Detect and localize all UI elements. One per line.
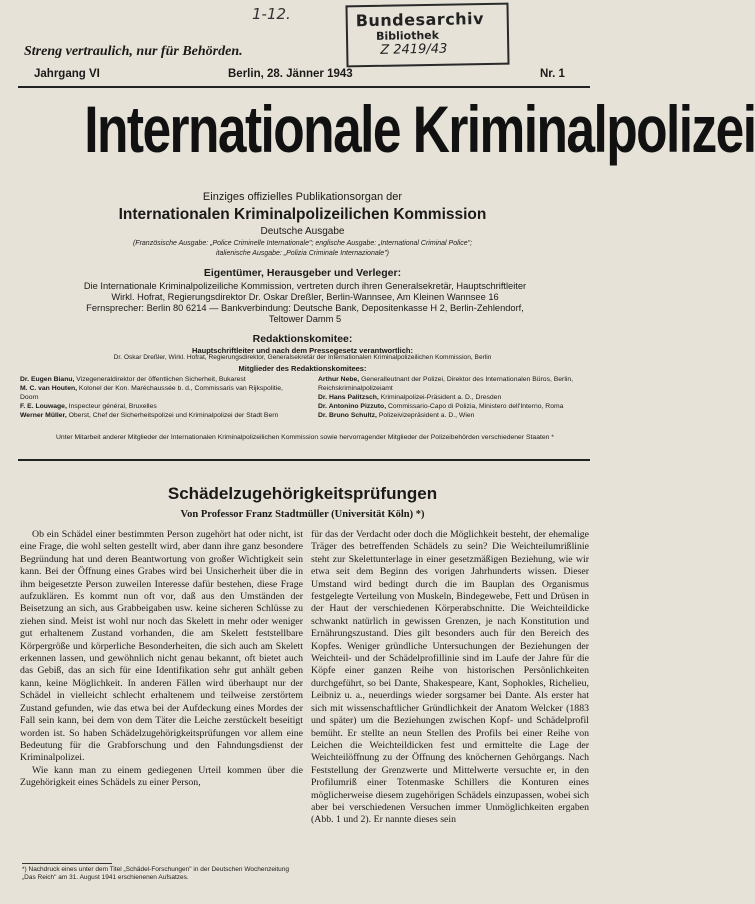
- subtitle-other-editions-1: (Französische Ausgabe: „Police Criminelle Internationale"; englische Ausgabe: „International Criminal Police";: [132, 240, 473, 247]
- owner-heading: Eigentümer, Herausgeber und Verleger:: [203, 267, 402, 279]
- masthead-rule: [18, 86, 590, 88]
- members-right-column: [318, 376, 596, 421]
- member-entry: [318, 394, 596, 403]
- article-left-column: [20, 529, 303, 790]
- member-entry: [318, 412, 596, 421]
- handwritten-note: 1-12.: [252, 5, 291, 23]
- paragraph: Wie kann man zu einem gediegenen Urteil kommen über die Zugehörigkeit eines Schädels zu einer Person,: [20, 764, 303, 789]
- members-left-column: [20, 376, 290, 421]
- subtitle-edition: Deutsche Ausgabe: [260, 226, 345, 237]
- member-name: M. C. van Houten,: [20, 385, 78, 392]
- member-name: Werner Müller,: [20, 411, 67, 419]
- member-name: Dr. Hans Palitzsch,: [318, 393, 379, 401]
- member-entry: [318, 403, 596, 412]
- member-entry: [20, 412, 290, 421]
- members-heading: Mitglieder des Redaktionskomitees:: [238, 364, 367, 373]
- subtitle-commission: Internationalen Kriminalpolizeilichen Kommission: [118, 206, 487, 223]
- footnote-rule: [22, 863, 112, 864]
- member-name: Dr. Bruno Schultz,: [318, 411, 377, 419]
- article-right-column: [311, 529, 589, 827]
- member-role: Vizegeneraldirektor der öffentlichen Sicherheit, Bukarest: [76, 376, 246, 383]
- archive-stamp: [345, 3, 509, 68]
- journal-title: Internationale Kriminalpolizei: [84, 92, 755, 166]
- subtitle-line-1: Einziges offizielles Publikationsorgan der: [202, 191, 403, 203]
- confidential-notice: Streng vertraulich, nur für Behörden.: [24, 44, 243, 59]
- member-entry: [318, 376, 596, 393]
- volume-label: Jahrgang VI: [34, 68, 100, 80]
- stamp-line-1: Bundesarchiv: [355, 9, 485, 31]
- article-author: Von Professor Franz Stadtmüller (Universität Köln) *): [180, 509, 425, 520]
- member-role: Inspecteur général, Bruxelles: [68, 402, 157, 410]
- issue-number: Nr. 1: [540, 68, 565, 80]
- member-role: Kriminalpolizei-Präsident a. D., Dresden: [380, 393, 502, 401]
- member-role: Kolonel der Kon. Maréchaussée b. d., Commissaris van Rijkspolitie, Doorn: [20, 385, 283, 401]
- stamp-line-3: Z 2419/43: [380, 41, 448, 58]
- responsible-editor: Dr. Oskar Dreßler, Wirkl. Hofrat, Regierungsdirektor, Generalsekretär der Internationalen Kriminalpolizeilichen Kommission, Berlin: [113, 354, 492, 361]
- member-role: Generalleutnant der Polizei, Direktor des Internationalen Büros, Berlin, Reichskriminalpolizeiamt: [318, 376, 574, 392]
- member-name: Arthur Nebe,: [318, 376, 360, 383]
- owner-line-2: Wirkl. Hofrat, Regierungsdirektor Dr. Oskar Dreßler, Berlin-Wannsee, Am Kleinen Wannsee 16: [111, 292, 499, 302]
- collaboration-note: Unter Mitarbeit anderer Mitglieder der Internationalen Kriminalpolizeilichen Kommission sowie hervorragender Mitglieder der Polizeibehörden verschiedener Staaten *: [56, 434, 554, 441]
- owner-line-3: Fernsprecher: Berlin 80 6214 — Bankverbindung: Deutsche Bank, Depositenkasse H 2, Berlin-Zehlendorf,: [86, 303, 524, 313]
- member-entry: [20, 403, 290, 412]
- member-entry: [20, 385, 290, 402]
- owner-line-4: Teltower Damm 5: [268, 314, 342, 324]
- header-bottom-rule: [18, 459, 590, 461]
- member-entry: [20, 376, 290, 385]
- paragraph: Ob ein Schädel einer bestimmten Person zugehört hat oder nicht, ist eine Frage, die wohl selten gestellt wird, aber dann ihre ganz besondere Begründung hat und deren Beantwortung von großer Wichtigkeit sein kann. Bei der Öffnung eines Grabes wird bei Unsicherheit über die in ihm beigesetzte Person zuweilen Interesse dafür bestehen, diese Frage aufzuklären. Es kommt nun oft vor, daß aus den Umständen der Beisetzung an sich, aus Grabbeigaben usw. keine sicheren Schlüsse zu ziehen sind. Meist ist wohl nur noch das Skelett in mehr oder weniger gut erhaltenem Zustand vorhanden, die am Skelett feststellbare Körpergröße und körperliche Besonderheiten, die sich auch am Skelett erkennen lassen, und gewöhnlich nicht genau bekannt, oft bietet auch das Gebiß, das an sich für eine Identifikation sehr gut anhält geben kann, keine Möglichkeit. In anderen Fällen wird überhaupt nur der Schädel in vielleicht schlecht erhaltenem und teilweise zerstörtem Zustand gefunden, wie das etwa bei der Aufdeckung eines Mordes der Fall sein kann, bei dem von dem Täter die Leiche zerstückelt beseitigt worden ist. So haben Schädelzugehörigkeitsprüfungen vor allem eine Bedeutung für die Grabforschung und den Fahndungsdienst der Kriminalpolizei.: [20, 529, 303, 764]
- member-name: Dr. Eugen Bianu,: [20, 376, 75, 383]
- footnote: *) Nachdruck eines unter dem Titel „Schädel-Forschungen" in der Deutschen Wochenzeitung „Das Reich" am 31. August 1941 erschienenen Aufsatzes.: [22, 866, 290, 881]
- place-date: Berlin, 28. Jänner 1943: [228, 68, 353, 80]
- member-role: Polizeivizepräsident a. D., Wien: [378, 411, 475, 419]
- stamp-line-2: Bibliothek: [375, 28, 440, 43]
- owner-line-1: Die Internationale Kriminalpolizeiliche Kommission, vertreten durch ihren Generalsekretär, Hauptschriftleiter: [83, 281, 527, 291]
- subtitle-other-editions-2: italienische Ausgabe: „Polizia Criminale Internazionale"): [215, 250, 390, 257]
- editorial-heading: Redaktionskomitee:: [252, 333, 353, 345]
- paragraph: für das der Verdacht oder doch die Möglichkeit besteht, der ehemalige Träger des betreffenden Schädels zu sein? Die Weichteilumrißlinie steht zur Skelettunterlage in einer gesetzmäßigen Beziehung, wie wir etwa seit dem Beginn des vorigen Jahrhunderts wissen. Dieser Umstand wird bedingt durch die im Bauplan des Organismus festgelegte Verteilung von Muskeln, Bindegewebe, Fett und Drüsen in der Haut der verschiedenen Körperabschnitte. Die Weichteildicke schwankt natürlich in gewissen Grenzen, je nach Konstitution und Ernährungszustand. Dies gilt besonders auch für den Bereich des Kopfes. Weniger gründliche Untersuchungen der Beziehungen der Weichteil- und der Schädelprofillinie sind im Laufe der Jahre für die Köpfe einer ganzen Reihe von historischen Persönlichkeiten durchgeführt, so bei Dante, Shakespeare, Kant, Sophokles, Richelieu, Leibniz u. a., neuerdings wieder sorgsamer bei Dante. Als erster hat sich mit wissenschaftlicher Gründlichkeit der Anatom Welcker (1883 und später) um die Beziehungen zwischen Kopf- und Schädelprofil bemüht. Er stellte an neun Stellen des Profils bei einer Reihe von Leichen die Weichteildicken fest und ermittelte die Lage der Weichteilöffnung zu der Öffnung des knöchernen Gehörgangs. Nach Feststellung der Grenzwerte und Mittelwerte versuchte er, in den Profilumriß einer Totenmaske Schillers die Konturen eines möglicherweise diesem zugehörigen Schädels einzupassen, wobei sich aber bei verschiedenen Versuchen immer Unmöglichkeiten ergaben (Abb. 1 und 2). Er nannte dieses sein: [311, 529, 589, 826]
- member-name: Dr. Antonino Pizzuto,: [318, 402, 387, 410]
- member-role: Commissario-Capo di Polizia, Ministero dell'Interno, Roma: [387, 402, 564, 410]
- article-title: Schädelzugehörigkeitsprüfungen: [167, 484, 438, 503]
- member-name: F. E. Louwage,: [20, 402, 67, 410]
- member-role: Oberst, Chef der Sicherheitspolizei und Kriminalpolizei der Stadt Bern: [68, 411, 279, 419]
- owner-body: [22, 281, 588, 325]
- responsible-heading: Hauptschriftleiter und nach dem Pressegesetz verantwortlich:: [192, 346, 413, 355]
